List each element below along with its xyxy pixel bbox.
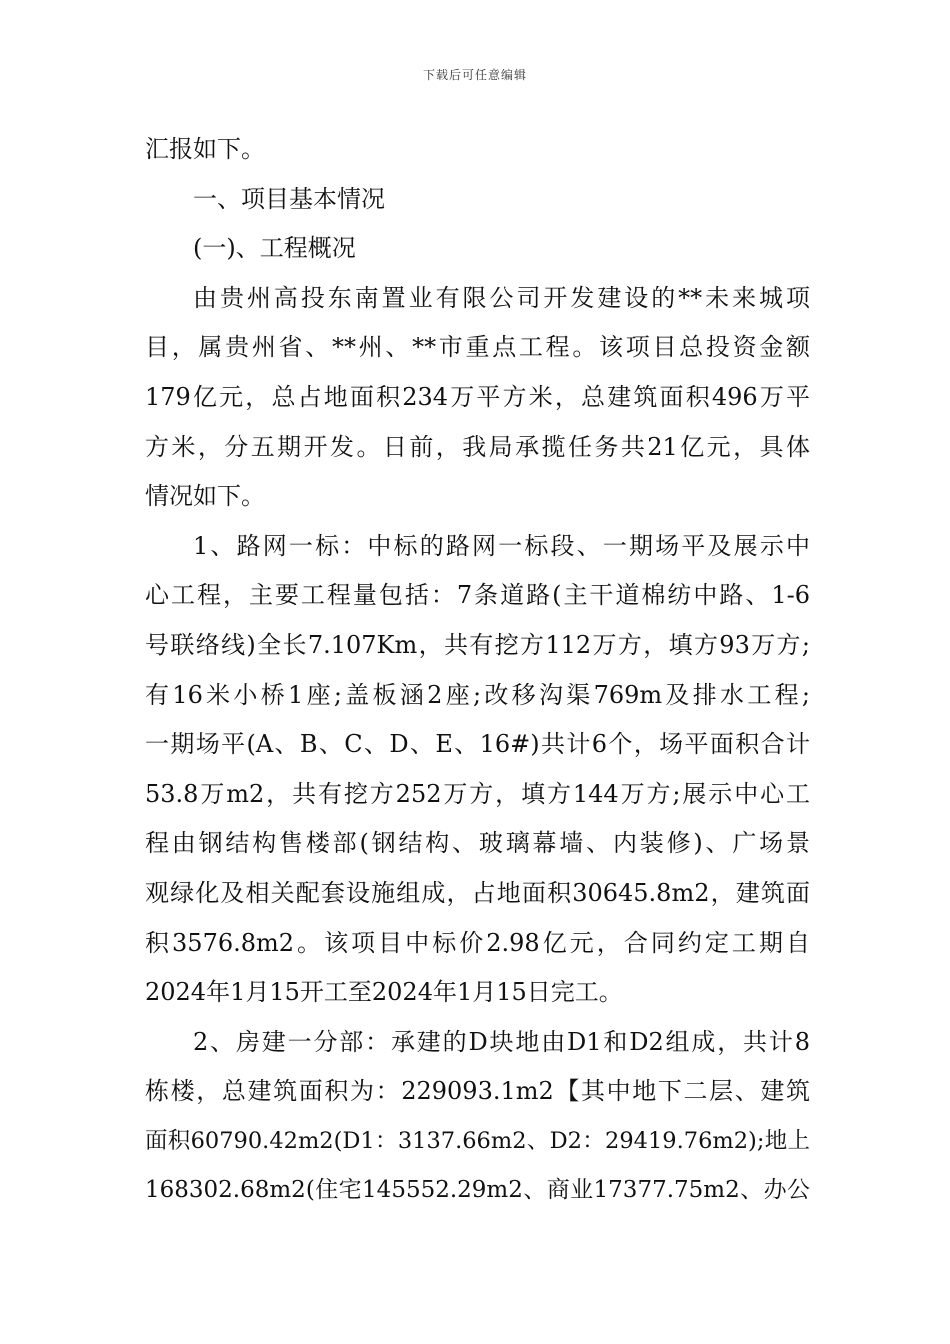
- text-line: 目，属贵州省、**州、**市重点工程。该项目总投资金额: [145, 333, 810, 362]
- text-line: (一)、工程概况: [193, 234, 356, 263]
- text-line: 168302.68m2(住宅145552.29m2、商业17377.75m2、办公: [145, 1177, 810, 1204]
- text-line: 一、项目基本情况: [193, 184, 385, 213]
- text-line: 53.8万m2，共有挖方252万方，填方144万方;展示中心工: [145, 779, 810, 808]
- text-line: 积3576.8m2。该项目中标价2.98亿元，合同约定工期自: [145, 928, 810, 957]
- text-line: 观绿化及相关配套设施组成，占地面积30645.8m2，建筑面: [145, 878, 810, 907]
- text-line: 汇报如下。: [145, 135, 265, 163]
- text-line: 号联络线)全长7.107Km，共有挖方112万方，填方93万方;: [145, 630, 810, 659]
- document-body: [145, 125, 810, 1216]
- text-line: 程由钢结构售楼部(钢结构、玻璃幕墙、内装修)、广场景: [145, 829, 810, 858]
- page-header: 下载后可任意编辑: [422, 68, 527, 82]
- text-line: 2024年1月15开工至2024年1月15日完工。: [145, 978, 623, 1007]
- text-line: 有16米小桥1座;盖板涵2座;改移沟渠769m及排水工程;: [145, 680, 810, 709]
- text-line: 情况如下。: [145, 482, 265, 511]
- text-line: 心工程，主要工程量包括：7条道路(主干道棉纺中路、1-6: [145, 581, 810, 610]
- text-line: 1、路网一标：中标的路网一标段、一期场平及展示中: [193, 531, 810, 560]
- text-line: 2、房建一分部：承建的D块地由D1和D2组成，共计8: [193, 1027, 810, 1056]
- text-line: 由贵州高投东南置业有限公司开发建设的**未来城项: [193, 283, 810, 312]
- text-line: 面积60790.42m2(D1：3137.66m2、D2：29419.76m2);地上: [145, 1127, 810, 1154]
- text-line: 一期场平(A、B、C、D、E、16#)共计6个，场平面积合计: [145, 730, 810, 759]
- text-line: 179亿元，总占地面积234万平方米，总建筑面积496万平: [145, 382, 810, 411]
- text-line: 方米，分五期开发。日前，我局承揽任务共21亿元，具体: [145, 432, 810, 461]
- text-line: 栋楼，总建筑面积为：229093.1m2【其中地下二层、建筑: [145, 1077, 810, 1106]
